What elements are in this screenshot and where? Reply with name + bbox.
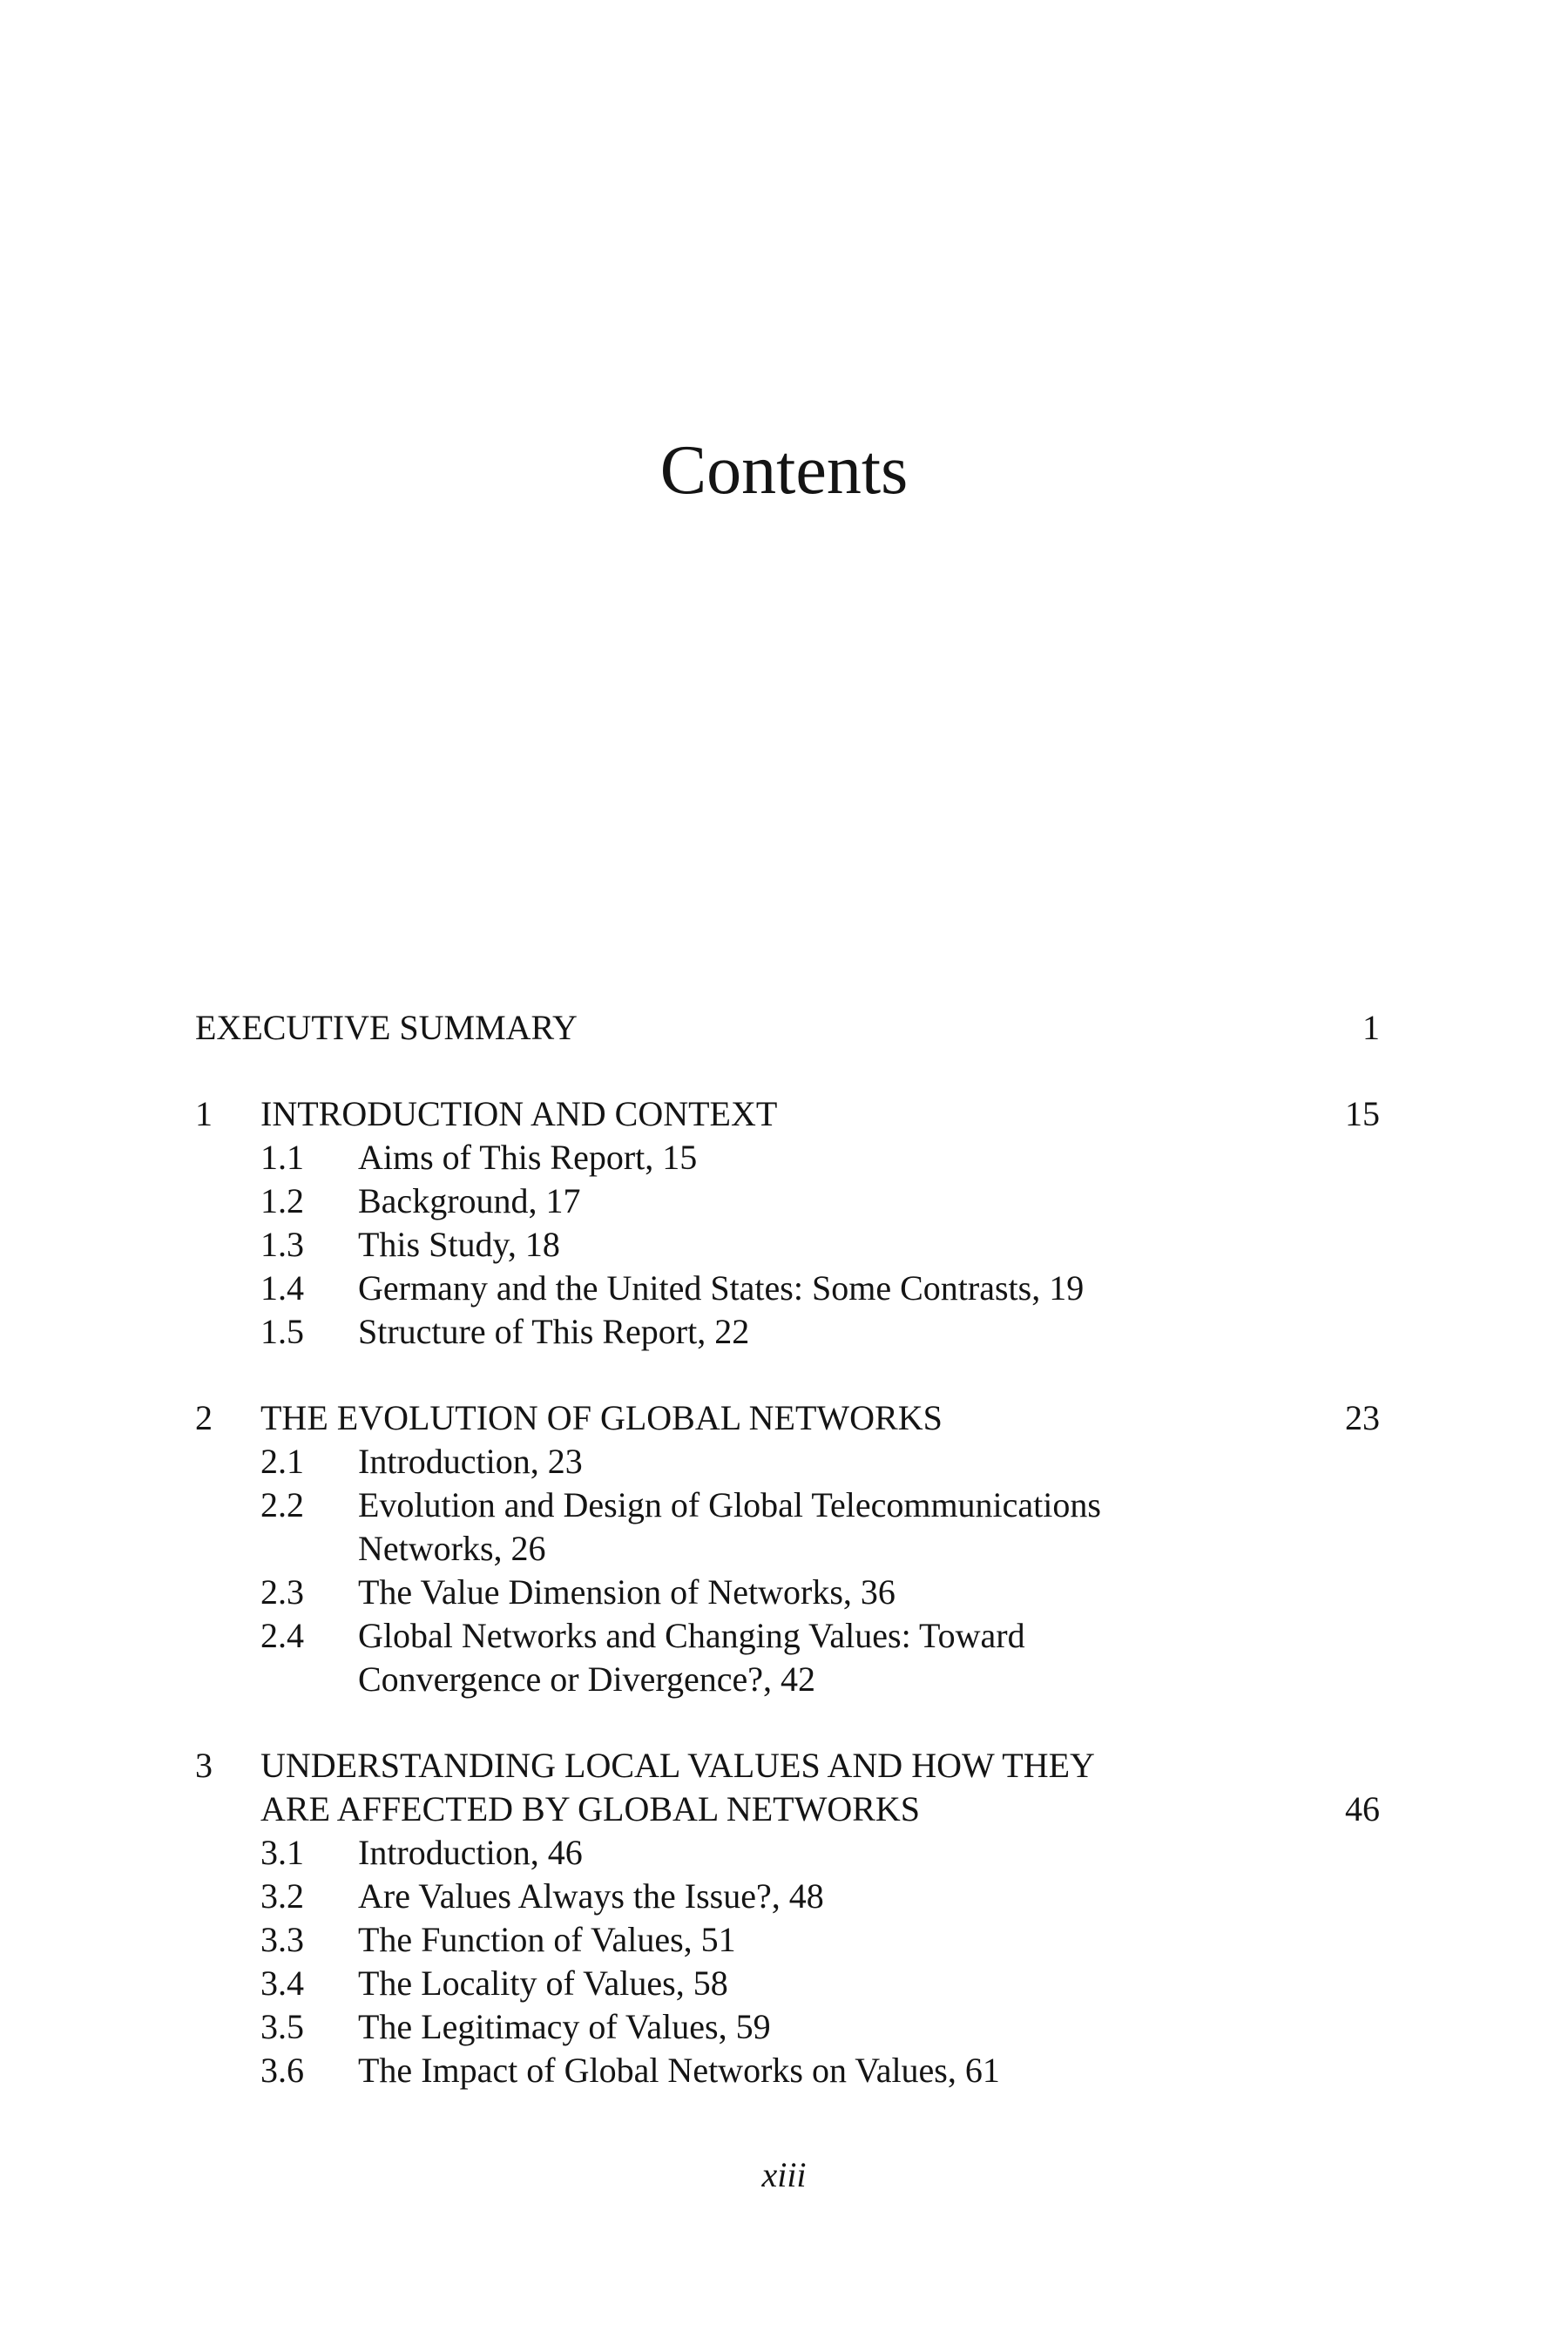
section-title: Introduction, 23	[358, 1442, 583, 1481]
page-number: xiii	[761, 2155, 807, 2194]
section-title: Evolution and Design of Global Telecommunications	[358, 1485, 1101, 1524]
section-title: This Study, 18	[358, 1225, 560, 1264]
toc-chapter-2[interactable]	[195, 1396, 1380, 1440]
section-title: The Locality of Values, 58	[358, 1963, 728, 2003]
section-title: The Impact of Global Networks on Values, 61	[358, 2051, 1000, 2090]
section-number: 3.1	[260, 1833, 304, 1872]
section-title: Structure of This Report, 22	[358, 1312, 750, 1351]
section-number: 3.3	[260, 1920, 304, 1959]
toc-section-2-3[interactable]	[195, 1571, 1380, 1614]
toc-section-1-2[interactable]	[195, 1179, 1380, 1223]
chapter-number: 2	[195, 1398, 213, 1437]
toc-section-1-5[interactable]	[195, 1310, 1380, 1354]
page-title: Contents	[659, 432, 909, 509]
toc-section-3-2[interactable]	[195, 1875, 1380, 1918]
section-number: 1.5	[260, 1312, 304, 1351]
chapter-page: 23	[1345, 1398, 1380, 1437]
table-of-contents	[195, 1006, 1380, 2092]
section-number: 3.4	[260, 1963, 304, 2003]
toc-section-1-4[interactable]	[195, 1267, 1380, 1310]
chapter-title: THE EVOLUTION OF GLOBAL NETWORKS	[260, 1398, 943, 1437]
toc-entry-page: 1	[1362, 1008, 1380, 1047]
toc-section-3-1[interactable]	[195, 1831, 1380, 1875]
chapter-title-continued: ARE AFFECTED BY GLOBAL NETWORKS	[260, 1789, 921, 1828]
section-title: Are Values Always the Issue?, 48	[358, 1876, 824, 1916]
toc-chapter-3[interactable]	[195, 1744, 1380, 1788]
section-number: 1.4	[260, 1268, 304, 1308]
section-number: 1.3	[260, 1225, 304, 1264]
toc-section-1-3[interactable]	[195, 1223, 1380, 1267]
toc-section-2-2-continued[interactable]	[195, 1527, 1380, 1571]
section-title: The Legitimacy of Values, 59	[358, 2007, 771, 2046]
section-number: 1.2	[260, 1181, 304, 1220]
section-number: 2.4	[260, 1616, 304, 1655]
chapter-title: UNDERSTANDING LOCAL VALUES AND HOW THEY	[260, 1746, 1095, 1785]
section-title: Aims of This Report, 15	[358, 1138, 698, 1177]
section-number: 2.1	[260, 1442, 304, 1481]
section-number: 3.5	[260, 2007, 304, 2046]
section-title: The Value Dimension of Networks, 36	[358, 1572, 896, 1612]
section-title-continued: Convergence or Divergence?, 42	[358, 1659, 815, 1699]
chapter-number: 3	[195, 1746, 213, 1785]
chapter-title: INTRODUCTION AND CONTEXT	[260, 1094, 778, 1133]
section-number: 2.2	[260, 1485, 304, 1524]
toc-entry-title: EXECUTIVE SUMMARY	[195, 1008, 578, 1047]
toc-chapter-3-continued[interactable]	[195, 1788, 1380, 1831]
section-title: Global Networks and Changing Values: Toward	[358, 1616, 1025, 1655]
section-number: 1.1	[260, 1138, 304, 1177]
toc-entry-executive-summary[interactable]	[195, 1006, 1380, 1050]
section-title: Germany and the United States: Some Contrasts, 19	[358, 1268, 1085, 1308]
chapter-number: 1	[195, 1094, 213, 1133]
toc-section-2-4-continued[interactable]	[195, 1658, 1380, 1701]
toc-section-2-2[interactable]	[195, 1484, 1380, 1527]
chapter-page: 46	[1345, 1789, 1380, 1828]
toc-section-3-6[interactable]	[195, 2049, 1380, 2092]
section-title: Background, 17	[358, 1181, 581, 1220]
section-number: 2.3	[260, 1572, 304, 1612]
toc-section-3-5[interactable]	[195, 2005, 1380, 2049]
section-title-continued: Networks, 26	[358, 1529, 546, 1568]
toc-section-1-1[interactable]	[195, 1136, 1380, 1179]
toc-section-3-3[interactable]	[195, 1918, 1380, 1962]
chapter-page: 15	[1345, 1094, 1380, 1133]
toc-section-2-4[interactable]	[195, 1614, 1380, 1658]
toc-section-3-4[interactable]	[195, 1962, 1380, 2005]
toc-section-2-1[interactable]	[195, 1440, 1380, 1484]
section-title: Introduction, 46	[358, 1833, 583, 1872]
section-number: 3.2	[260, 1876, 304, 1916]
toc-chapter-1[interactable]	[195, 1092, 1380, 1136]
section-title: The Function of Values, 51	[358, 1920, 736, 1959]
section-number: 3.6	[260, 2051, 304, 2090]
